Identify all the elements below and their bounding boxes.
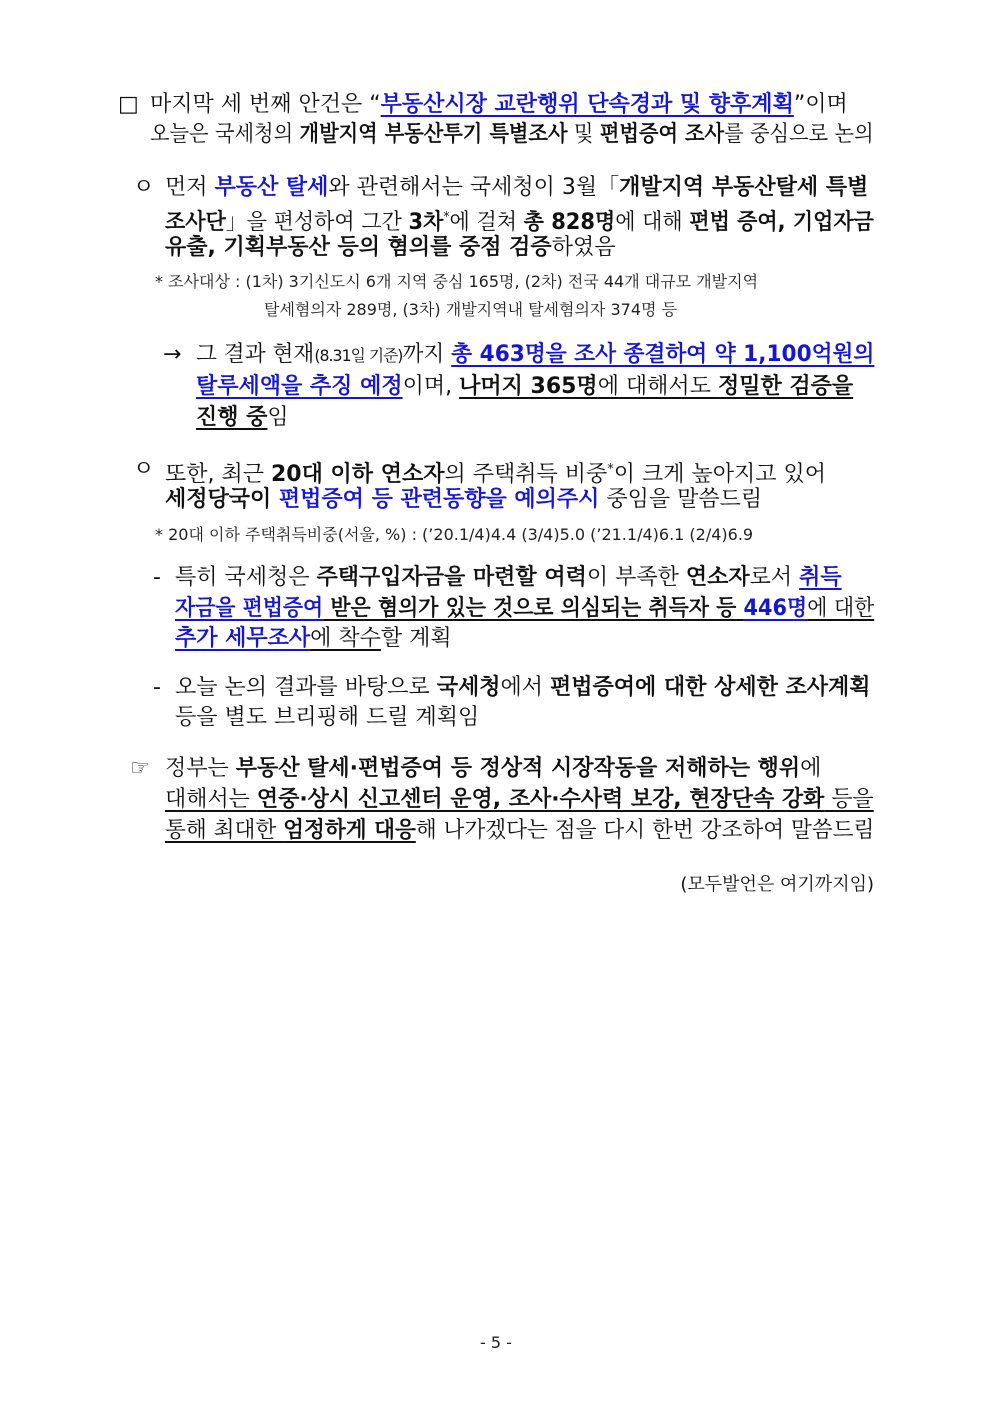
text-run: 에 걸쳐	[449, 210, 524, 235]
text-run: 할 계획	[380, 626, 452, 651]
text-run: 받은 혐의가 있는 것으로 의심되는 취득자 등	[323, 596, 744, 621]
text-run: *	[607, 462, 614, 477]
text-run: 자금을 편법증여	[175, 596, 324, 621]
para1-footnote-line-1: * 조사대상 : (1차) 3기신도시 6개 지역 중심 165명, (2차) 전국 44개 대규모 개발지역	[155, 272, 759, 291]
bullet-circle-1: ㅇ	[133, 175, 155, 200]
text-run: 그 결과 현재	[196, 342, 315, 367]
para1-line-1	[165, 173, 868, 203]
text-run: 이 부족한	[586, 565, 686, 590]
text-run: 유출, 기획부동산 등의 혐의를 중점 검증	[165, 235, 552, 260]
text-run: 편법 증여, 기업자금	[689, 210, 874, 235]
text-run: 오늘 논의 결과를 바탕으로	[175, 675, 437, 700]
dash2-line-2	[175, 703, 479, 733]
text-run: 국세청	[436, 675, 501, 700]
text-run: 를 중심으로 논의	[724, 122, 874, 147]
text-run: 나머지 365명	[459, 374, 598, 399]
text-run: 에 대한	[807, 596, 875, 621]
para1-footnote-line-2: 탈세혐의자 289명, (3차) 개발지역내 탈세혐의자 374명 등	[264, 300, 678, 319]
text-run: 조사단	[165, 210, 226, 235]
text-run: 와 관련해서는 국세청이 3월「	[328, 175, 620, 200]
text-run: 446명	[743, 596, 808, 621]
text-run: 세정당국이	[165, 487, 279, 512]
text-run: 등을 별도 브리핑해 드릴 계획임	[175, 705, 480, 730]
text-run: 엄정하게 대응	[283, 818, 416, 843]
text-run: (8.31일 기준)	[314, 346, 403, 365]
text-run: 부동산 탈세·편법증여 등 정상적 시장작동을 저해하는 행위	[235, 756, 801, 781]
para2-line-2	[165, 485, 762, 515]
text-run: 에 대해	[615, 210, 690, 235]
para3-line-1	[165, 754, 821, 784]
text-run: 통해 최대한	[165, 818, 284, 843]
text-run: 취득	[799, 565, 842, 590]
section-marker-square: □	[118, 92, 139, 117]
para3-line-3	[165, 816, 874, 846]
text-run: 에 착수	[310, 626, 381, 651]
text-run: 중임을 말씀드림	[599, 487, 763, 512]
text-run: *	[443, 210, 450, 225]
text-run: 진행 중	[196, 405, 268, 430]
para2-footnote: * 20대 이하 주택취득비중(서울, %) : (’20.1/4)4.4 (3/4)5.0 (’21.1/4)6.1 (2/4)6.9	[155, 525, 754, 544]
dash-marker-2: -	[153, 675, 161, 700]
text-run: 오늘은 국세청의	[150, 122, 300, 147]
text-run: ”이며	[793, 92, 848, 117]
text-run: 특히 국세청은	[175, 565, 317, 590]
dash1-line-2	[175, 594, 874, 624]
pointing-hand-icon: ☞	[130, 756, 150, 781]
text-run: 부동산 탈세	[214, 175, 329, 200]
text-run: 이 크게 높아지고 있어	[613, 462, 826, 487]
text-run: 3차	[408, 210, 444, 235]
result-line-1	[196, 340, 874, 371]
text-run: 」을 편성하여 그간	[225, 210, 409, 235]
dash-marker-1: -	[153, 565, 161, 590]
text-run: 또한, 최근	[165, 462, 271, 487]
text-run: 로서	[749, 565, 800, 590]
text-run: 편법증여에 대한 상세한 조사계획	[550, 675, 871, 700]
text-run: 에	[800, 756, 822, 781]
para1-line-3	[165, 233, 615, 263]
closing-remark: (모두발언은 여기까지임)	[680, 874, 874, 895]
text-run: 마지막 세 번째 안건은 “	[150, 92, 381, 117]
text-run: 편법증여 등 관련동향을 예의주시	[278, 487, 600, 512]
text-run: 하였음	[551, 235, 616, 260]
result-line-2	[196, 372, 853, 402]
text-run: 총 463명을 조사 종결하여 약 1,100억원의	[451, 342, 875, 367]
text-run: 추가 세무조사	[175, 626, 311, 651]
text-run: 탈루세액을 추징 예정	[196, 374, 403, 399]
dash1-line-1	[175, 563, 842, 593]
text-run: 연소자	[685, 565, 750, 590]
text-run: 임	[267, 405, 289, 430]
text-run: 먼저	[165, 175, 215, 200]
text-run: 개발지역 부동산투기 특별조사	[299, 122, 568, 147]
dash2-line-1	[175, 673, 871, 703]
text-run: 까지	[402, 342, 452, 367]
text-run: 및	[567, 122, 600, 147]
text-run: 정밀한 검증을	[717, 374, 854, 399]
text-run: 에 대해서도	[597, 374, 718, 399]
text-run: 연중·상시 신고센터 운영, 조사·수사력 보강, 현장단속 강화	[256, 787, 825, 812]
dash1-line-3	[175, 624, 452, 654]
text-run: 정부는	[165, 756, 236, 781]
text-run: 부동산시장 교란행위 단속경과 및 향후계획	[380, 92, 794, 117]
text-run: 개발지역 부동산탈세 특별	[619, 175, 869, 200]
text-run: 편법증여 조사	[599, 122, 725, 147]
text-run: 에서	[500, 675, 551, 700]
text-run: 의 주택취득 비중	[444, 462, 608, 487]
text-run: 해 나가겠다는 점을 다시 한번 강조하여 말씀드림	[415, 818, 875, 843]
para3-line-2	[165, 785, 874, 815]
text-run: 등을	[824, 787, 874, 812]
text-run: 대해서는	[165, 787, 257, 812]
bullet-circle-2: ㅇ	[133, 457, 155, 482]
agenda-intro-line-2	[150, 120, 874, 150]
text-run: 총 828명	[523, 210, 616, 235]
text-run: 주택구입자금을 마련할 여력	[316, 565, 587, 590]
agenda-intro-line-1	[150, 90, 848, 120]
text-run: 이며,	[402, 374, 460, 399]
result-arrow: →	[163, 342, 182, 367]
page-number: - 5 -	[480, 1333, 512, 1352]
result-line-3	[196, 403, 289, 433]
text-run: 20대 이하 연소자	[271, 462, 445, 487]
